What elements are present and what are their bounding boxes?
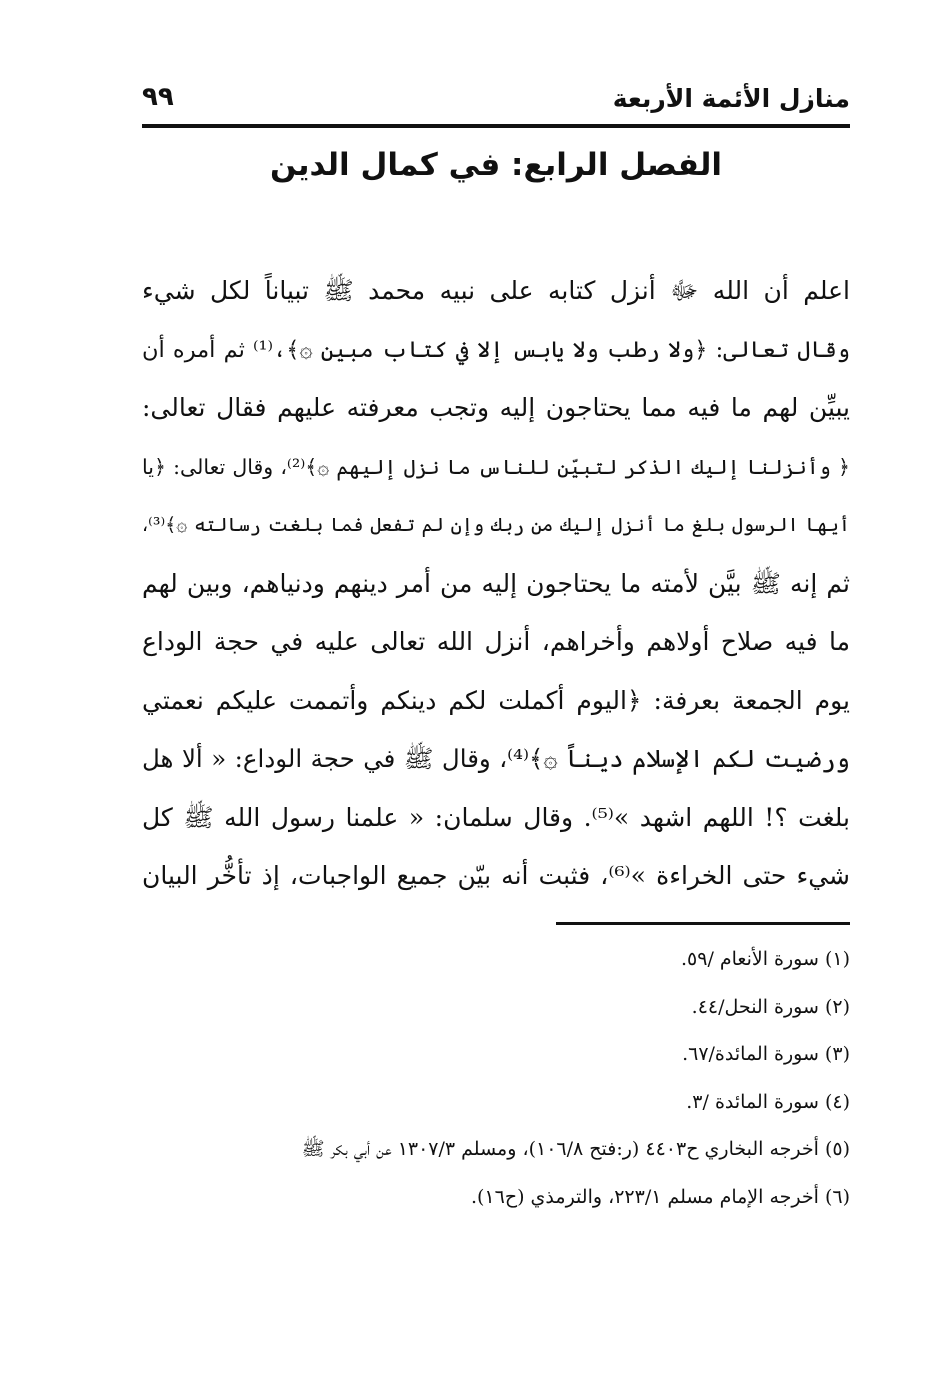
book-title: منازل الأئمة الأربعة (612, 84, 850, 113)
page-number: ٩٩ (142, 82, 174, 112)
footnote: (٤) سورة المائدة /٣. (686, 1090, 850, 1113)
footnote: (٥) أخرجه البخاري ح٤٤٠٣ (ر:فتح ١٠٦/٨)، ومسلم ١٣٠٧/٣ عن أبي بكر ﷺ (301, 1138, 850, 1160)
body-line: اعلم أن الله ﷻ أنزل كتابه على نبيه محمد ﷺ تبياناً لكل شيء (142, 276, 850, 305)
body-line: وقال تعالى: ﴿ولا رطب ولا يابس إلا في كتاب مبين ۞﴾،⁽¹⁾ ثم أمره أن (142, 336, 850, 363)
body-line: ورضيت لكم الإسلام ديناً ۞﴾⁽⁴⁾، وقال ﷺ في حجة الوداع: « ألا هل (142, 744, 850, 773)
chapter-title: الفصل الرابع: في كمال الدين (269, 147, 723, 183)
body-line: أيها الرسول بلغ ما أنزل إليك من ربك وإن لم تفعل فما بلغت رسالته ۞﴾⁽³⁾، (142, 514, 850, 536)
footnote: (٢) سورة النحل/٤٤. (691, 995, 850, 1018)
footnote: (١) سورة الأنعام /٥٩. (680, 948, 850, 970)
body-line: ثم إنه ﷺ بيَّن لأمته ما يحتاجون إليه من أمر دينهم ودنياهم، وبين لهم (142, 568, 850, 598)
body-line: يوم الجمعة بعرفة: ﴿اليوم أكملت لكم دينكم وأتممت عليكم نعمتي (142, 685, 850, 715)
body-line: ﴿ وأنزلنا إليك الذكر لتبيّن للناس ما نزل إليهم ۞﴾⁽²⁾، وقال تعالى: ﴿يا (142, 454, 850, 479)
body-line: شيء حتى الخراءة »⁽⁶⁾، فثبت أنه بيّن جميع الواجبات، إذ تأخُّر البيان (142, 861, 850, 890)
running-header (142, 78, 850, 118)
footnote-rule (556, 922, 850, 925)
body-line: بلغت ؟! اللهم اشهد »⁽⁵⁾. وقال سلمان: « علمنا رسول الله ﷺ كل (142, 802, 850, 832)
footnote: (٣) سورة المائدة/٦٧. (682, 1043, 850, 1065)
footnotes (142, 936, 850, 1221)
body-text (142, 262, 850, 906)
body-line: ما فيه صلاح أولاهم وأخراهم، أنزل الله تعالى عليه في حجة الوداع (142, 627, 850, 656)
header-rule (142, 124, 850, 128)
footnote: (٦) أخرجه الإمام مسلم ٢٢٣/١، والترمذي (ح١٦). (470, 1185, 850, 1208)
body-line: يبيِّن لهم ما فيه مما يحتاجون إليه وتجب معرفته عليهم فقال تعالى: (142, 393, 850, 422)
